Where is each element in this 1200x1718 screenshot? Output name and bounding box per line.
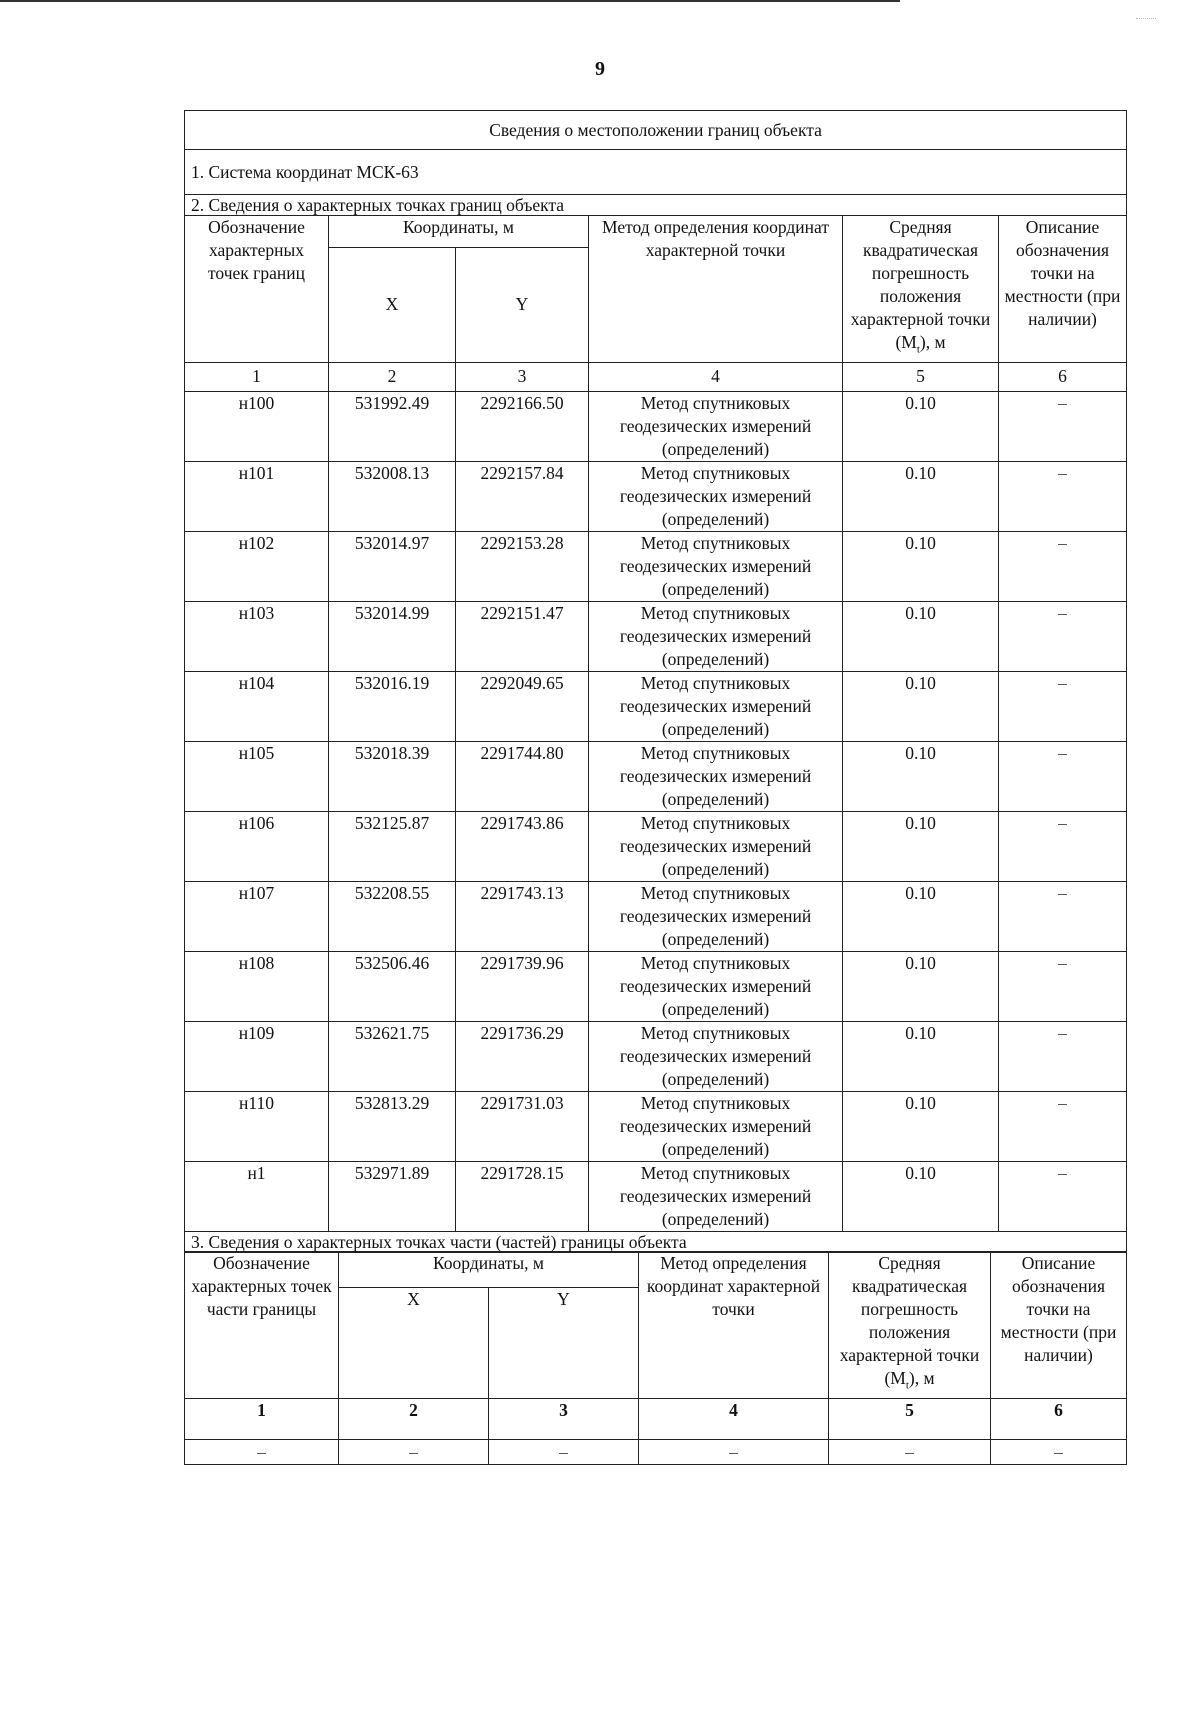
subscript-t: t [916, 343, 920, 356]
header-description: Описание обозначения точки на местности (при наличии) [999, 216, 1127, 363]
scan-top-rule [0, 0, 900, 2]
method: Метод спутниковых геодезических измерений (определений) [589, 461, 843, 531]
table-row [185, 671, 1127, 741]
boundary-info-frame [184, 110, 1126, 1465]
t2-empty-cell: – [339, 1439, 489, 1464]
error-value: 0.10 [843, 951, 999, 1021]
coord-x: 532008.13 [329, 461, 456, 531]
method: Метод спутниковых геодезических измерений (определений) [589, 1091, 843, 1161]
table-row [185, 951, 1127, 1021]
section-2-title: 2. Сведения о характерных точках границ объекта [185, 195, 1127, 216]
point-description: – [999, 1091, 1127, 1161]
point-description: – [999, 881, 1127, 951]
coord-y: 2291736.29 [456, 1021, 589, 1091]
point-description: – [999, 461, 1127, 531]
coord-y: 2292166.50 [456, 391, 589, 461]
column-number-3: 3 [456, 362, 589, 391]
error-value: 0.10 [843, 461, 999, 531]
t2-column-number-row [185, 1398, 1127, 1439]
header-error: Средняя квадратическая погрешность положения характерной точки $(M_t)$, м [843, 216, 999, 363]
coord-y: 2292157.84 [456, 461, 589, 531]
error-value: 0.10 [843, 881, 999, 951]
header-y: Y [456, 247, 589, 362]
error-value: 0.10 [843, 671, 999, 741]
point-description: – [999, 1021, 1127, 1091]
table-row [185, 461, 1127, 531]
column-number-5: 5 [843, 362, 999, 391]
coord-x: 532014.97 [329, 531, 456, 601]
header-coords: Координаты, м [329, 216, 589, 248]
t2-header-x: X [339, 1287, 489, 1398]
t2-header-designation: Обозначение характерных точек части границы [185, 1252, 339, 1399]
point-designation: н1 [185, 1161, 329, 1231]
column-number-4: 4 [589, 362, 843, 391]
header-designation: Обозначение характерных точек границ [185, 216, 329, 363]
point-designation: н106 [185, 811, 329, 881]
t2-empty-row [185, 1439, 1127, 1464]
table-title: Сведения о местоположении границ объекта [185, 111, 1127, 150]
t2-column-number-3: 3 [489, 1398, 639, 1439]
error-value: 0.10 [843, 531, 999, 601]
point-designation: н107 [185, 881, 329, 951]
t2-column-number-5: 5 [829, 1398, 991, 1439]
point-designation: н105 [185, 741, 329, 811]
coord-y: 2292049.65 [456, 671, 589, 741]
point-description: – [999, 391, 1127, 461]
table-row [185, 1091, 1127, 1161]
coord-x: 532014.99 [329, 601, 456, 671]
coord-x: 532208.55 [329, 881, 456, 951]
coord-x: 531992.49 [329, 391, 456, 461]
t2-header-y: Y [489, 1287, 639, 1398]
method: Метод спутниковых геодезических измерений (определений) [589, 951, 843, 1021]
point-designation: н102 [185, 531, 329, 601]
point-description: – [999, 601, 1127, 671]
t2-column-number-1: 1 [185, 1398, 339, 1439]
t2-header-method: Метод определения координат характерной точки [639, 1252, 829, 1399]
coord-y: 2291744.80 [456, 741, 589, 811]
column-number-6: 6 [999, 362, 1127, 391]
t2-empty-cell: – [185, 1439, 339, 1464]
point-description: – [999, 811, 1127, 881]
point-description: – [999, 1161, 1127, 1231]
t2-empty-cell: – [489, 1439, 639, 1464]
point-description: – [999, 531, 1127, 601]
method: Метод спутниковых геодезических измерений (определений) [589, 1021, 843, 1091]
coordinate-system: 1. Система координат МСК-63 [185, 150, 1127, 195]
t2-column-number-4: 4 [639, 1398, 829, 1439]
t2-column-number-2: 2 [339, 1398, 489, 1439]
table-row [185, 531, 1127, 601]
coord-x: 532813.29 [329, 1091, 456, 1161]
coord-y: 2292151.47 [456, 601, 589, 671]
coord-y: 2292153.28 [456, 531, 589, 601]
error-value: 0.10 [843, 741, 999, 811]
error-value: 0.10 [843, 1021, 999, 1091]
error-value: 0.10 [843, 601, 999, 671]
subscript-t: t [905, 1379, 909, 1392]
t2-header-error: Средняя квадратическая погрешность положения характерной точки $(M_t)$, м [829, 1252, 991, 1399]
coord-x: 532506.46 [329, 951, 456, 1021]
coord-y: 2291728.15 [456, 1161, 589, 1231]
table-row [185, 881, 1127, 951]
error-value: 0.10 [843, 1161, 999, 1231]
method: Метод спутниковых геодезических измерений (определений) [589, 811, 843, 881]
coord-x: 532018.39 [329, 741, 456, 811]
point-description: – [999, 671, 1127, 741]
section-3-title: 3. Сведения о характерных точках части (частей) границы объекта [185, 1231, 1127, 1252]
point-designation: н103 [185, 601, 329, 671]
method: Метод спутниковых геодезических измерений (определений) [589, 1161, 843, 1231]
column-number-1: 1 [185, 362, 329, 391]
t2-header-description: Описание обозначения точки на местности (при наличии) [991, 1252, 1127, 1399]
coord-y: 2291743.86 [456, 811, 589, 881]
table-row [185, 1021, 1127, 1091]
method: Метод спутниковых геодезических измерений (определений) [589, 391, 843, 461]
part-boundary-points-table [184, 1251, 1127, 1465]
point-description: – [999, 741, 1127, 811]
error-value: 0.10 [843, 1091, 999, 1161]
point-designation: н104 [185, 671, 329, 741]
coord-y: 2291743.13 [456, 881, 589, 951]
scan-artifact [1136, 18, 1156, 33]
method: Метод спутниковых геодезических измерений (определений) [589, 741, 843, 811]
point-description: – [999, 951, 1127, 1021]
point-designation: н109 [185, 1021, 329, 1091]
table-row [185, 1161, 1127, 1231]
page-number: 9 [595, 58, 605, 80]
coord-y: 2291731.03 [456, 1091, 589, 1161]
table-row [185, 601, 1127, 671]
column-number-2: 2 [329, 362, 456, 391]
point-designation: н101 [185, 461, 329, 531]
method: Метод спутниковых геодезических измерений (определений) [589, 671, 843, 741]
boundary-points-table [184, 110, 1127, 1253]
coord-x: 532016.19 [329, 671, 456, 741]
point-designation: н100 [185, 391, 329, 461]
t2-empty-cell: – [829, 1439, 991, 1464]
error-value: 0.10 [843, 391, 999, 461]
header-x: X [329, 247, 456, 362]
t2-empty-cell: – [991, 1439, 1127, 1464]
coord-x: 532971.89 [329, 1161, 456, 1231]
table-row [185, 391, 1127, 461]
table-row [185, 741, 1127, 811]
point-designation: н108 [185, 951, 329, 1021]
t2-empty-cell: – [639, 1439, 829, 1464]
point-designation: н110 [185, 1091, 329, 1161]
method: Метод спутниковых геодезических измерений (определений) [589, 601, 843, 671]
header-method: Метод определения координат характерной точки [589, 216, 843, 363]
coord-y: 2291739.96 [456, 951, 589, 1021]
coord-x: 532621.75 [329, 1021, 456, 1091]
method: Метод спутниковых геодезических измерений (определений) [589, 881, 843, 951]
t2-column-number-6: 6 [991, 1398, 1127, 1439]
error-value: 0.10 [843, 811, 999, 881]
table-row [185, 811, 1127, 881]
method: Метод спутниковых геодезических измерений (определений) [589, 531, 843, 601]
t2-header-coords: Координаты, м [339, 1252, 639, 1288]
column-number-row [185, 362, 1127, 391]
coord-x: 532125.87 [329, 811, 456, 881]
